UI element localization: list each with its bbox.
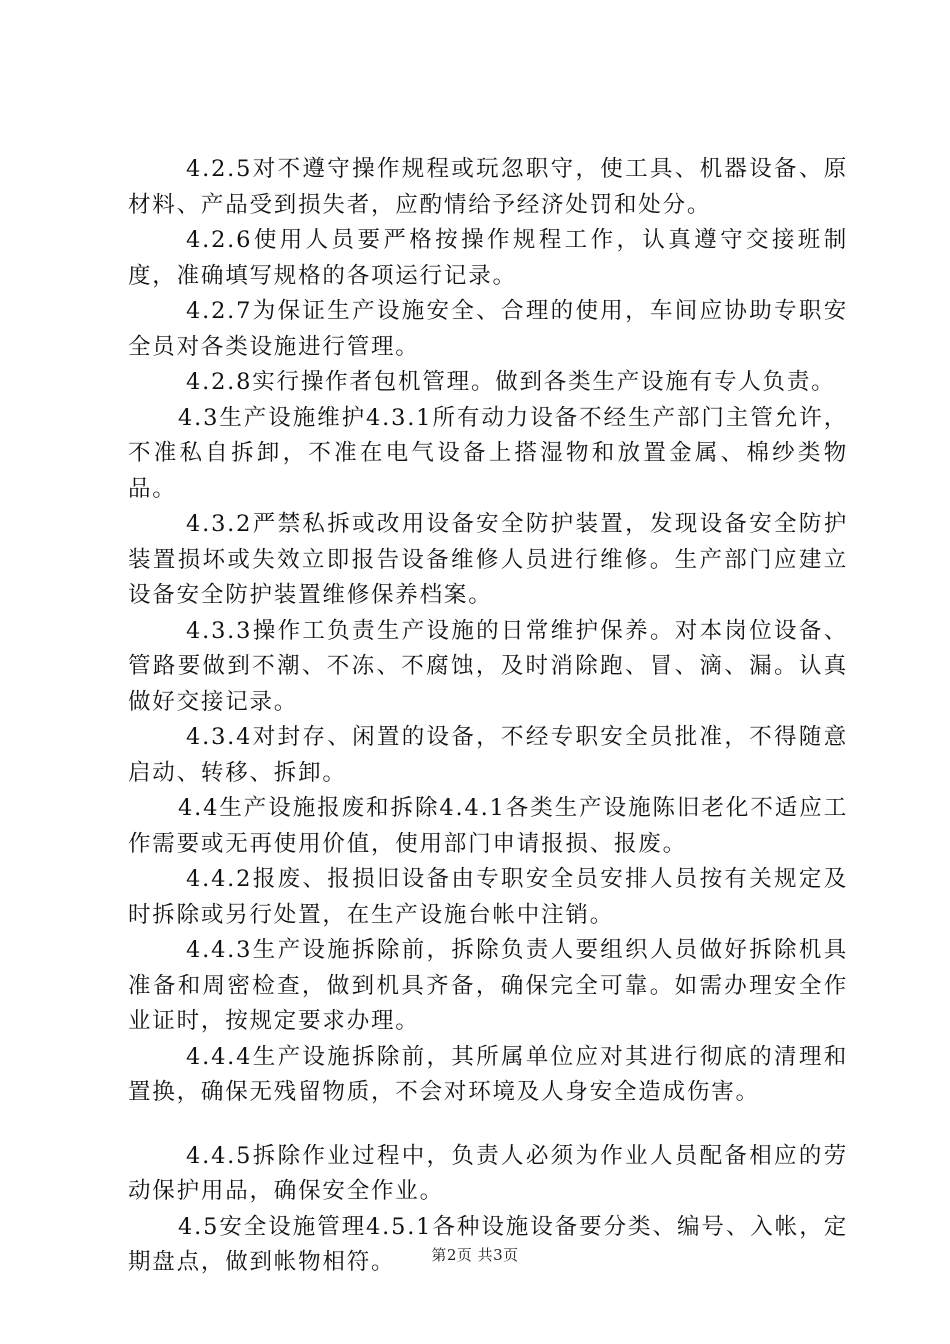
paragraph-4-5: 4.5安全设施管理4.5.1各种设施设备要分类、编号、入帐，定期盘点，做到帐物相符。	[128, 1213, 848, 1275]
paragraph-4-2-7: 4.2.7为保证生产设施安全、合理的使用，车间应协助专职安全员对各类设施进行管理。	[128, 298, 848, 360]
paragraph-4-3-2: 4.3.2严禁私拆或改用设备安全防护装置，发现设备安全防护装置损坏或失效立即报告设备维修人员进行维修。生产部门应建立设备安全防护装置维修保养档案。	[128, 511, 848, 608]
paragraph-spacer	[128, 1111, 848, 1139]
document-body	[128, 152, 848, 1281]
paragraph-4-4-4: 4.4.4生产设施拆除前，其所属单位应对其进行彻底的清理和置换，确保无残留物质，不会对环境及人身安全造成伤害。	[128, 1043, 848, 1105]
paragraph-4-3-4: 4.3.4对封存、闲置的设备，不经专职安全员批准，不得随意启动、转移、拆卸。	[128, 724, 848, 786]
paragraph-4-4-2: 4.4.2报废、报损旧设备由专职安全员安排人员按有关规定及时拆除或另行处置，在生产设施台帐中注销。	[128, 866, 848, 928]
paragraph-4-4-3: 4.4.3生产设施拆除前，拆除负责人要组织人员做好拆除机具准备和周密检查，做到机具齐备，确保完全可靠。如需办理安全作业证时，按规定要求办理。	[128, 937, 848, 1034]
paragraph-4-3: 4.3生产设施维护4.3.1所有动力设备不经生产部门主管允许，不准私自拆卸，不准在电气设备上搭湿物和放置金属、棉纱类物品。	[128, 404, 848, 502]
paragraph-4-4: 4.4生产设施报废和拆除4.4.1各类生产设施陈旧老化不适应工作需要或无再使用价值，使用部门申请报损、报废。	[128, 795, 848, 857]
paragraph-4-3-3: 4.3.3操作工负责生产设施的日常维护保养。对本岗位设备、管路要做到不潮、不冻、不腐蚀，及时消除跑、冒、滴、漏。认真做好交接记录。	[128, 617, 848, 715]
paragraph-4-2-8: 4.2.8实行操作者包机管理。做到各类生产设施有专人负责。	[186, 369, 836, 395]
paragraph-4-4-5: 4.4.5拆除作业过程中，负责人必须为作业人员配备相应的劳动保护用品，确保安全作业。	[128, 1142, 848, 1204]
paragraph-4-2-6: 4.2.6使用人员要严格按操作规程工作，认真遵守交接班制度，准确填写规格的各项运行记录。	[128, 227, 848, 289]
paragraph-4-2-5: 4.2.5对不遵守操作规程或玩忽职守，使工具、机器设备、原材料、产品受到损失者，应酌情给予经济处罚和处分。	[128, 156, 848, 218]
page-footer: 第2页 共3页	[431, 1246, 519, 1264]
